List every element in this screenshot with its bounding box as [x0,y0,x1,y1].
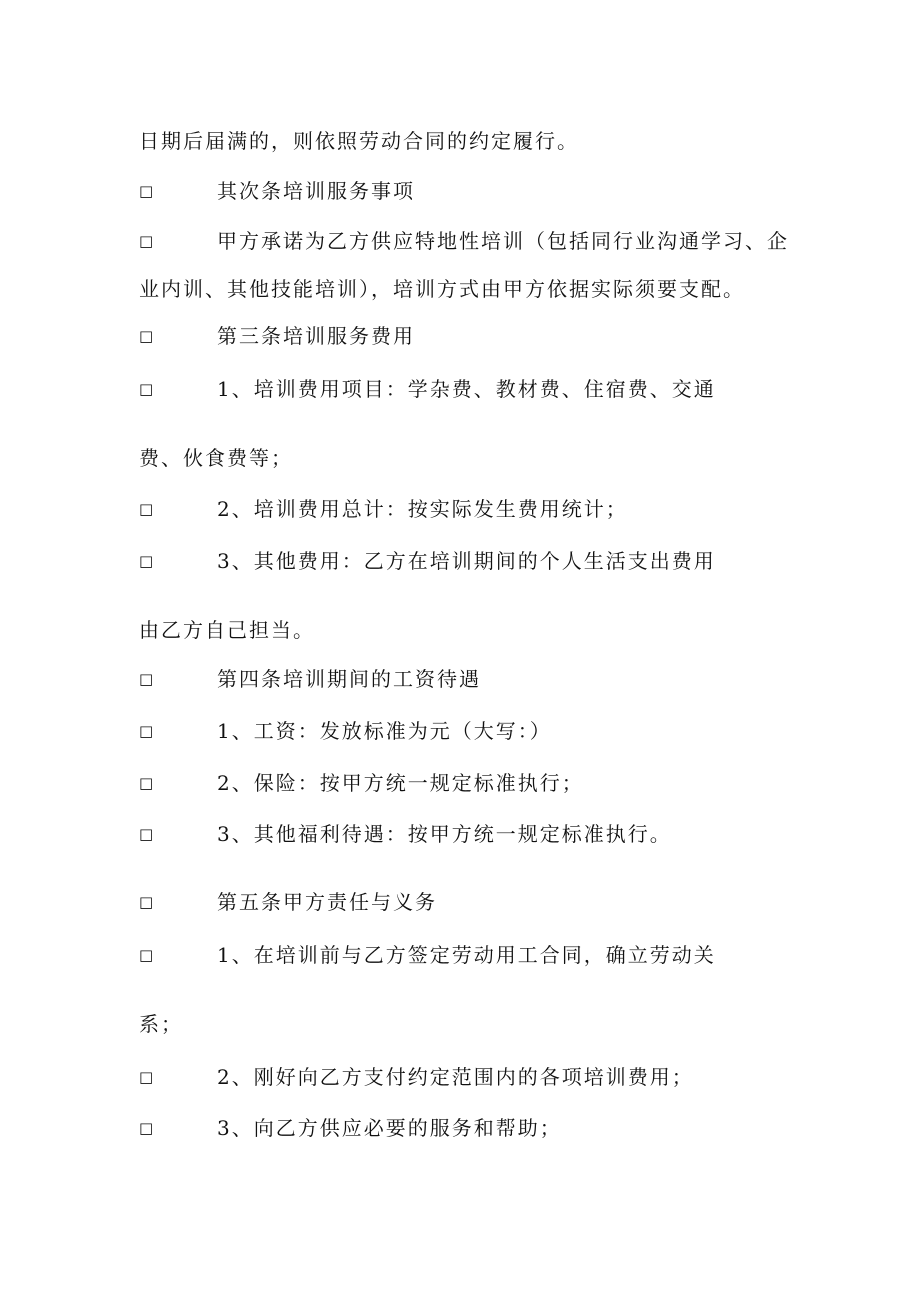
line-text: 3、其他福利待遇：按甲方统一规定标准执行。 [217,822,672,846]
line-text: 1、培训费用项目：学杂费、教材费、住宿费、交通 [217,377,716,401]
checkbox-icon: □ [139,670,156,688]
line-text: 2、刚好向乙方支付约定范围内的各项培训费用； [217,1065,694,1089]
line-text: 1、在培训前与乙方签定劳动用工合同，确立劳动关 [217,943,716,967]
line-text: 系； [139,1012,183,1036]
line-text: 2、培训费用总计：按实际发生费用统计； [217,497,628,521]
checkbox-icon: □ [139,232,156,250]
checkbox-icon: □ [139,500,156,518]
line-text: 3、其他费用：乙方在培训期间的个人生活支出费用 [217,549,716,573]
checkbox-icon: □ [139,1119,156,1137]
checkbox-icon: □ [139,1068,156,1086]
line-text: 第三条培训服务费用 [217,324,415,348]
line-text: 日期后届满的，则依照劳动合同的约定履行。 [139,129,579,153]
line-text: 其次条培训服务事项 [217,179,415,203]
checkbox-icon: □ [139,552,156,570]
line-text: 费、伙食费等； [139,446,293,470]
checkbox-icon: □ [139,722,156,740]
line-text: 由乙方自己担当。 [139,618,315,642]
checkbox-icon: □ [139,774,156,792]
line-text: 第四条培训期间的工资待遇 [217,667,481,691]
checkbox-icon: □ [139,327,156,345]
checkbox-icon: □ [139,182,156,200]
line-text: 2、保险：按甲方统一规定标准执行； [217,771,584,795]
checkbox-icon: □ [139,893,156,911]
checkbox-icon: □ [139,825,156,843]
line-text: 业内训、其他技能培训），培训方式由甲方依据实际须要支配。 [139,277,745,301]
checkbox-icon: □ [139,946,156,964]
checkbox-icon: □ [139,380,156,398]
line-text: 1、工资：发放标准为元（大写：） [217,719,552,743]
line-text: 甲方承诺为乙方供应特地性培训（包括同行业沟通学习、企 [217,229,789,253]
line-text: 3、向乙方供应必要的服务和帮助； [217,1116,562,1140]
line-text: 第五条甲方责任与义务 [217,890,437,914]
